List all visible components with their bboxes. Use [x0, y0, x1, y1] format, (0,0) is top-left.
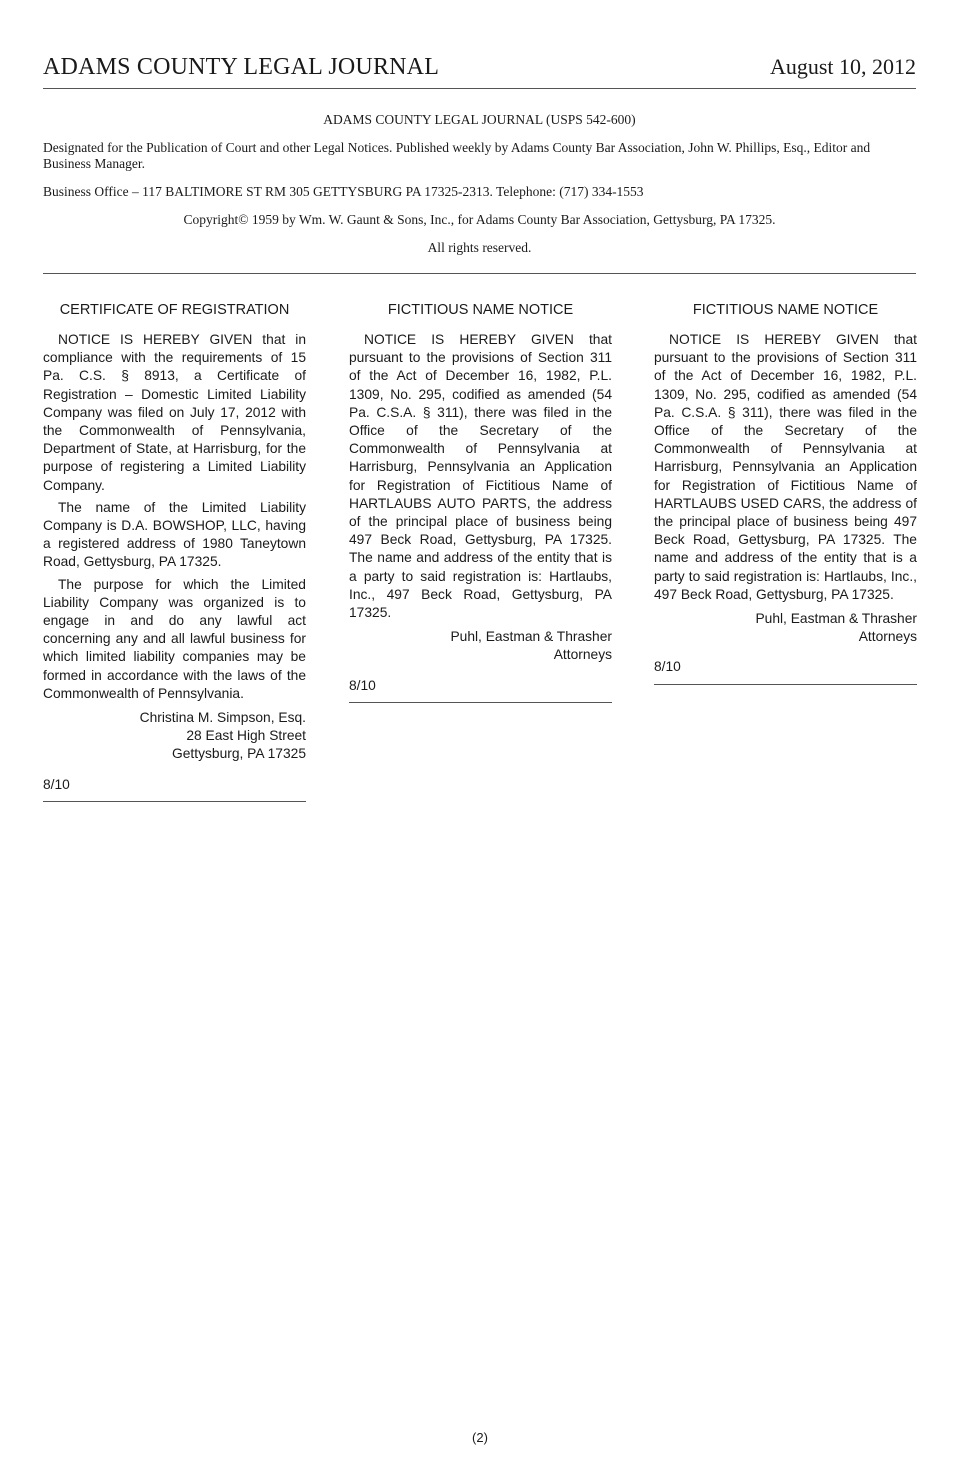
designation-text: Designated for the Publication of Court and other Legal Notices. Published weekly by Adams County Bar Association, John W. Phillips, Esq., Editor and Business Manager.: [43, 140, 871, 171]
signature-line: Attorneys: [858, 629, 917, 645]
signature-line: Gettysburg, PA 17325: [172, 746, 306, 762]
issue-date: August 10, 2012: [769, 54, 916, 79]
notice-divider: [43, 801, 306, 802]
notice-divider: [654, 684, 917, 685]
notice-heading: FICTITIOUS NAME NOTICE: [387, 302, 574, 318]
notice-fictitious-name-auto-parts: [349, 300, 612, 703]
notice-paragraph: NOTICE IS HEREBY GIVEN that pursuant to the provisions of Section 311 of the Act of December 16, 1982, P.L. 1309, No. 295, codified as amended (54 Pa. C.S.A. § 311), there was filed in the Office of the Secretary of the Commonwealth of Pennsylvania at Harrisburg, Pennsylvania an Application for Registration of Fictitious Name of HARTLAUBS USED CARS, the address of the principal place of business being 497 Beck Road, Gettysburg, PA 17325. The name and address of the entity that is a party to said registration is: Hartlaubs, Inc., 497 Beck Road, Gettysburg, PA 17325.: [654, 332, 917, 602]
notice-divider: [349, 702, 612, 703]
journal-title: ADAMS COUNTY LEGAL JOURNAL: [43, 54, 440, 80]
notice-signature: [654, 610, 917, 646]
masthead: [43, 112, 916, 274]
page-header: [43, 54, 916, 89]
copyright-text: Copyright© 1959 by Wm. W. Gaunt & Sons, Inc., for Adams County Bar Association, Gettysburg, PA 17325.: [183, 212, 776, 227]
notice-heading: FICTITIOUS NAME NOTICE: [692, 302, 879, 318]
signature-line: Christina M. Simpson, Esq.: [139, 710, 306, 726]
notice-certificate-of-registration: [43, 300, 306, 802]
signature-line: Puhl, Eastman & Thrasher: [755, 611, 917, 627]
business-office-text: Business Office – 117 BALTIMORE ST RM 305 GETTYSBURG PA 17325-2313. Telephone: (717) 334-1553: [43, 184, 644, 199]
notice-paragraph: NOTICE IS HEREBY GIVEN that pursuant to the provisions of Section 311 of the Act of December 16, 1982, P.L. 1309, No. 295, codified as amended (54 Pa. C.S.A. § 311), there was filed in the Office of the Secretary of the Commonwealth of Pennsylvania at Harrisburg, Pennsylvania an Application for Registration of Fictitious Name of HARTLAUBS AUTO PARTS, the address of the principal place of business being 497 Beck Road, Gettysburg, PA 17325. The name and address of the entity that is a party to said registration is: Hartlaubs, Inc., 497 Beck Road, Gettysburg, PA 17325.: [349, 332, 612, 621]
notice-signature: [43, 709, 306, 764]
notice-dateline: 8/10: [654, 659, 681, 675]
rights-text: All rights reserved.: [427, 240, 532, 255]
notice-paragraph: The purpose for which the Limited Liability Company was organized is to engage in and do any lawful act concerning any and all lawful business for which limited liability companies may be formed in accordance with the laws of the Commonwealth of Pennsylvania.: [43, 576, 306, 701]
notice-paragraph: NOTICE IS HEREBY GIVEN that in compliance with the requirements of 15 Pa. C.S. § 8913, a Certificate of Registration – Domestic Limited Liability Company was filed on July 17, 2012 with the Commonwealth of Pennsylvania, Department of State, at Harrisburg, for the purpose of registering a Limited Liability Company.: [43, 332, 306, 493]
notice-signature: [349, 628, 612, 664]
notice-heading: CERTIFICATE OF REGISTRATION: [59, 302, 290, 318]
notice-paragraph: The name of the Limited Liability Company is D.A. BOWSHOP, LLC, having a registered address of 1980 Taneytown Road, Gettysburg, PA 17325.: [43, 499, 306, 570]
signature-line: Attorneys: [553, 647, 612, 663]
notice-fictitious-name-used-cars: [654, 300, 917, 685]
notice-dateline: 8/10: [349, 677, 376, 693]
signature-line: Puhl, Eastman & Thrasher: [450, 629, 612, 645]
page-number: (2): [472, 1430, 488, 1445]
notice-dateline: 8/10: [43, 776, 70, 792]
journal-usps-line: ADAMS COUNTY LEGAL JOURNAL (USPS 542-600): [323, 112, 636, 127]
signature-line: 28 East High Street: [186, 728, 306, 744]
